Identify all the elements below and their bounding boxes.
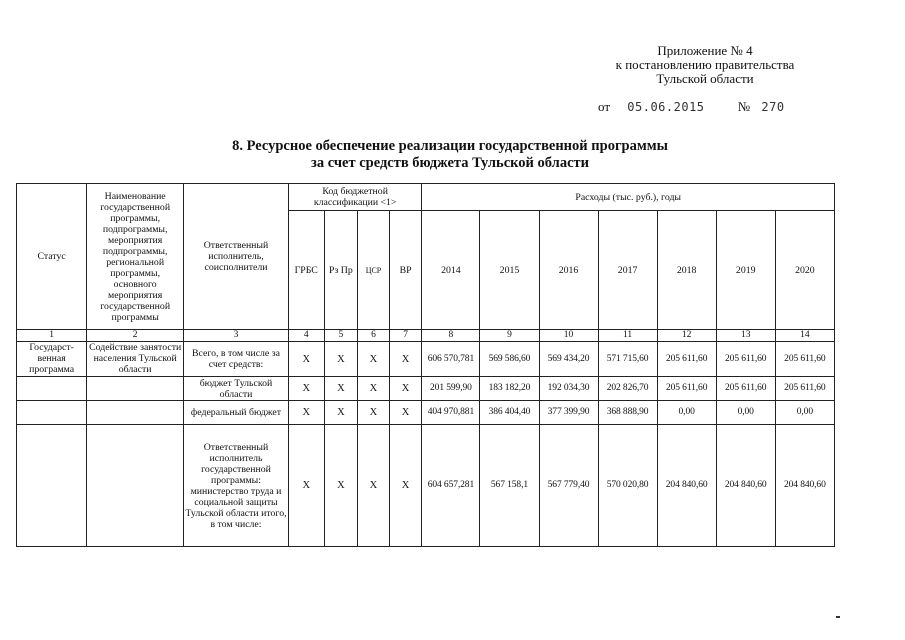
code-cell: Х (389, 342, 422, 377)
program-name-cell: Содействие занятости населения Тульской области (87, 342, 184, 377)
index-cell: 4 (288, 330, 324, 342)
order-no-label: № (737, 99, 751, 114)
index-cell: 12 (657, 330, 716, 342)
value-cell: 205 611,60 (657, 377, 716, 401)
value-cell: 570 020,80 (598, 425, 657, 547)
code-cell: Х (358, 377, 390, 401)
value-cell: 368 888,90 (598, 401, 657, 425)
code-cell: Х (288, 377, 324, 401)
executor-cell: Всего, в том числе за счет средств: (184, 342, 289, 377)
value-cell: 0,00 (775, 401, 834, 425)
header-code-col: ГРБС (288, 211, 324, 330)
scan-mark (836, 616, 840, 618)
value-cell: 204 840,60 (657, 425, 716, 547)
code-cell: Х (358, 425, 390, 547)
value-cell: 204 840,60 (716, 425, 775, 547)
value-cell: 204 840,60 (775, 425, 834, 547)
appendix-line: к постановлению правительства (615, 57, 795, 72)
index-cell: 7 (389, 330, 422, 342)
header-year: 2015 (480, 211, 539, 330)
header-name: Наименование государственной программы, подпрограммы, мероприятия подпрограммы, региональной программы, основного мероприятия государственной программы (87, 184, 184, 330)
value-cell: 183 182,20 (480, 377, 539, 401)
index-cell: 11 (598, 330, 657, 342)
value-cell: 569 586,60 (480, 342, 539, 377)
executor-cell: Ответственный исполнитель государственной программы: министерство труда и социальной защиты Тульской области итого, в том числе: (184, 425, 289, 547)
value-cell: 404 970,881 (422, 401, 480, 425)
header-row (17, 184, 835, 211)
index-cell: 14 (775, 330, 834, 342)
header-code-col: ВР (389, 211, 422, 330)
value-cell: 569 434,20 (539, 342, 598, 377)
index-cell: 6 (358, 330, 390, 342)
value-cell: 567 779,40 (539, 425, 598, 547)
code-cell: Х (288, 425, 324, 547)
value-cell: 571 715,60 (598, 342, 657, 377)
value-cell: 0,00 (716, 401, 775, 425)
index-cell: 2 (87, 330, 184, 342)
table-row (17, 377, 835, 401)
table-row (17, 401, 835, 425)
index-cell: 1 (17, 330, 87, 342)
value-cell: 567 158,1 (480, 425, 539, 547)
executor-cell: федеральный бюджет (184, 401, 289, 425)
value-cell: 606 570,781 (422, 342, 480, 377)
value-cell: 205 611,60 (657, 342, 716, 377)
code-cell: Х (324, 342, 358, 377)
code-cell: Х (288, 401, 324, 425)
program-name-cell-empty (87, 377, 184, 401)
header-year: 2016 (539, 211, 598, 330)
code-cell: Х (389, 401, 422, 425)
index-cell: 9 (480, 330, 539, 342)
header-year: 2018 (657, 211, 716, 330)
title-line: за счет средств бюджета Тульской области (311, 155, 589, 171)
header-code-col: Рз Пр (324, 211, 358, 330)
document-title (150, 138, 750, 172)
index-cell: 10 (539, 330, 598, 342)
code-cell: Х (324, 377, 358, 401)
header-year: 2014 (422, 211, 480, 330)
program-name-cell-empty (87, 401, 184, 425)
header-year: 2020 (775, 211, 834, 330)
code-cell: Х (389, 377, 422, 401)
index-cell: 13 (716, 330, 775, 342)
value-cell: 0,00 (657, 401, 716, 425)
code-cell: Х (389, 425, 422, 547)
header-year: 2019 (716, 211, 775, 330)
order-number: 270 (761, 100, 785, 114)
order-line (598, 99, 785, 115)
value-cell: 202 826,70 (598, 377, 657, 401)
value-cell: 192 034,30 (539, 377, 598, 401)
header-expenses: Расходы (тыс. руб.), годы (422, 184, 835, 211)
index-cell: 3 (184, 330, 289, 342)
header-status: Статус (17, 184, 87, 330)
index-cell: 8 (422, 330, 480, 342)
status-cell-empty (17, 425, 87, 547)
header-budget-code: Код бюджетной классификации <1> (288, 184, 421, 211)
value-cell: 377 399,90 (539, 401, 598, 425)
header-executor: Ответственный исполнитель, соисполнители (184, 184, 289, 330)
table-row (17, 342, 835, 377)
status-cell: Государст-венная программа (17, 342, 87, 377)
header-code-col: ЦСР (358, 211, 390, 330)
code-cell: Х (288, 342, 324, 377)
appendix-block (590, 44, 820, 86)
status-cell-empty (17, 401, 87, 425)
value-cell: 386 404,40 (480, 401, 539, 425)
header-year: 2017 (598, 211, 657, 330)
appendix-line: Приложение № 4 (657, 43, 753, 58)
code-cell: Х (324, 401, 358, 425)
resource-table (16, 183, 835, 547)
table-row (17, 425, 835, 547)
value-cell: 201 599,90 (422, 377, 480, 401)
executor-cell: бюджет Тульской области (184, 377, 289, 401)
value-cell: 604 657,281 (422, 425, 480, 547)
code-cell: Х (358, 401, 390, 425)
order-prefix: от (598, 99, 611, 114)
program-name-cell-empty (87, 425, 184, 547)
value-cell: 205 611,60 (775, 342, 834, 377)
code-cell: Х (324, 425, 358, 547)
index-cell: 5 (324, 330, 358, 342)
appendix-line: Тульской области (656, 71, 754, 86)
code-cell: Х (358, 342, 390, 377)
index-row (17, 330, 835, 342)
value-cell: 205 611,60 (716, 377, 775, 401)
value-cell: 205 611,60 (716, 342, 775, 377)
value-cell: 205 611,60 (775, 377, 834, 401)
status-cell-empty (17, 377, 87, 401)
title-line: 8. Ресурсное обеспечение реализации государственной программы (232, 138, 668, 154)
order-date: 05.06.2015 (627, 100, 705, 114)
